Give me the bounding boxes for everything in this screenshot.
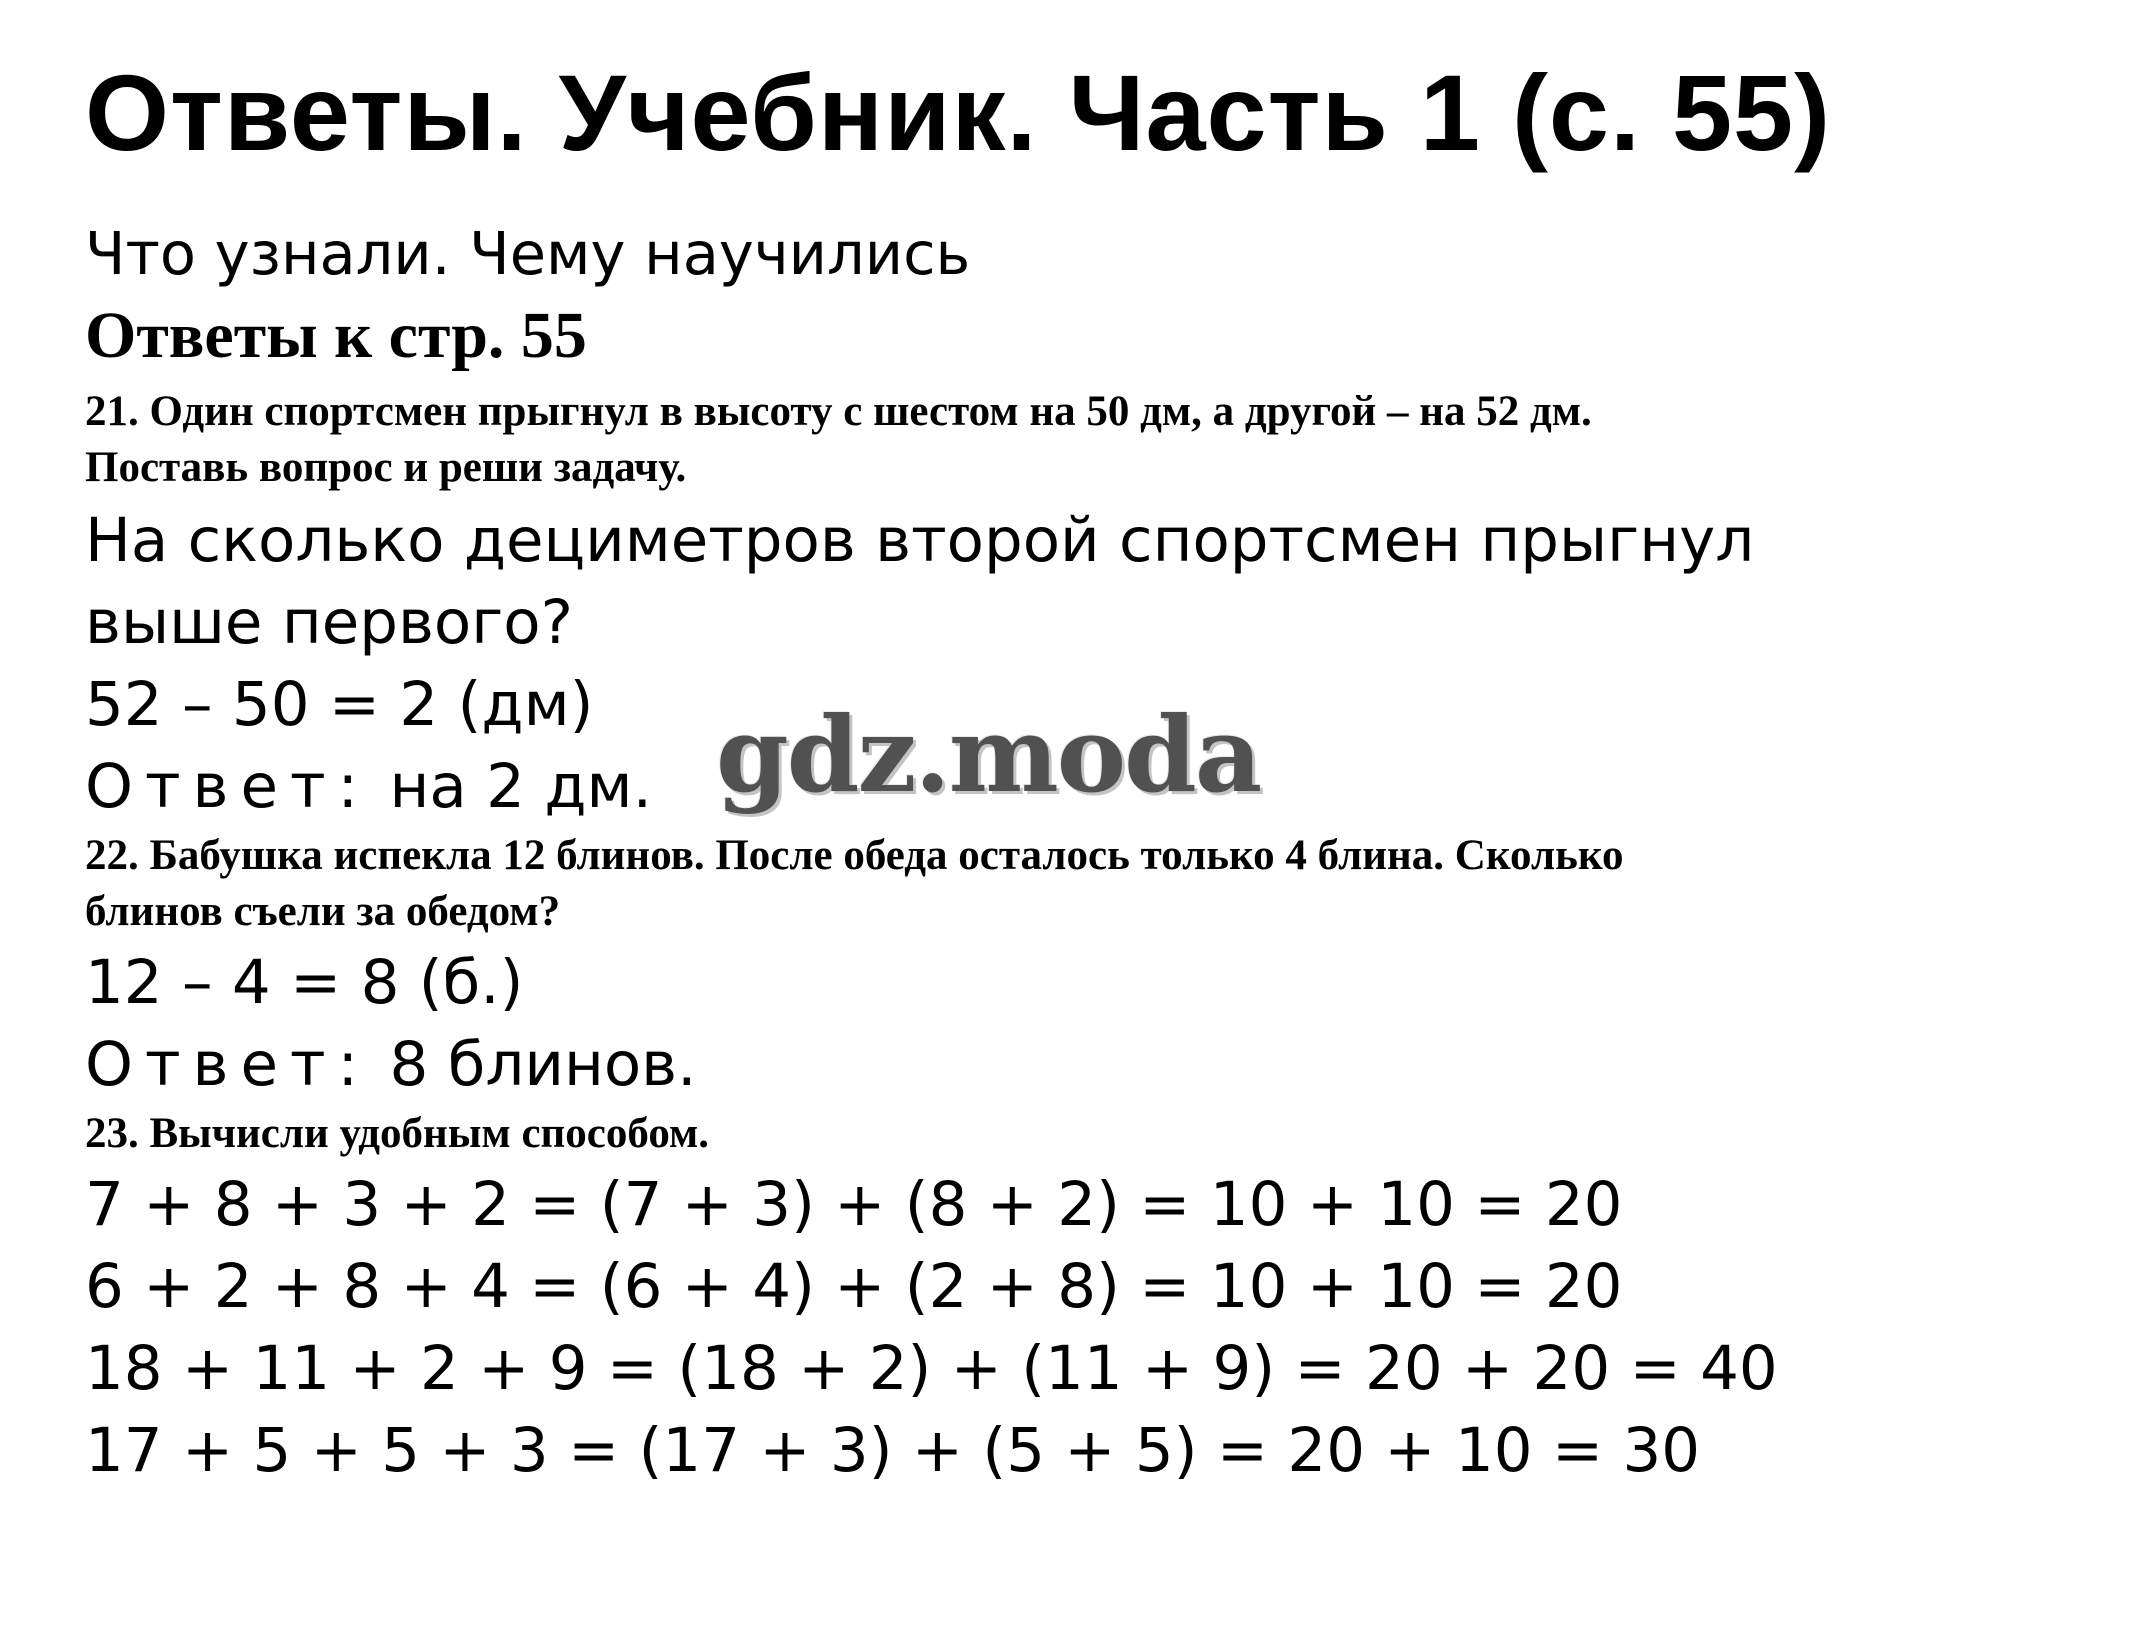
- task-21-question-line-2: Поставь вопрос и реши задачу.: [85, 444, 687, 491]
- task-23-line-2: 6 + 2 + 8 + 4 = (6 + 4) + (2 + 8) = 10 + 10 = 20: [85, 1251, 1623, 1322]
- answer-value: 8 блинов.: [389, 1029, 697, 1100]
- answer-label: Ответ:: [85, 1029, 371, 1100]
- task-21-answer-line-2: выше первого?: [85, 587, 573, 658]
- task-23-line-1: 7 + 8 + 3 + 2 = (7 + 3) + (8 + 2) = 10 + 10 = 20: [85, 1169, 1623, 1240]
- answer-label: Ответ:: [85, 751, 371, 822]
- task-21-answer-line-1: На сколько дециметров второй спортсмен прыгнул: [85, 505, 1755, 576]
- subtitle: Что узнали. Чему научились: [85, 219, 971, 288]
- page-title: Ответы. Учебник. Часть 1 (с. 55): [85, 52, 1832, 173]
- task-22-question-line-2: блинов съели за обедом?: [85, 888, 561, 935]
- section-heading: Ответы к стр. 55: [85, 299, 587, 372]
- task-23-line-4: 17 + 5 + 5 + 3 = (17 + 3) + (5 + 5) = 20 + 10 = 30: [85, 1415, 1701, 1486]
- task-21-calculation: 52 – 50 = 2 (дм): [85, 669, 594, 740]
- task-22-answer: [85, 1024, 697, 1106]
- task-21-answer: [85, 746, 652, 828]
- answer-value: на 2 дм.: [389, 751, 652, 822]
- task-21-question-line-1: 21. Один спортсмен прыгнул в высоту с шестом на 50 дм, а другой – на 52 дм.: [85, 388, 1592, 435]
- task-23-line-3: 18 + 11 + 2 + 9 = (18 + 2) + (11 + 9) = 20 + 20 = 40: [85, 1333, 1778, 1404]
- task-22-question-line-1: 22. Бабушка испекла 12 блинов. После обеда осталось только 4 блина. Сколько: [85, 832, 1624, 879]
- watermark-logo: gdz.moda: [716, 693, 1261, 816]
- task-23-question: 23. Вычисли удобным способом.: [85, 1110, 710, 1157]
- task-22-calculation: 12 – 4 = 8 (б.): [85, 947, 524, 1018]
